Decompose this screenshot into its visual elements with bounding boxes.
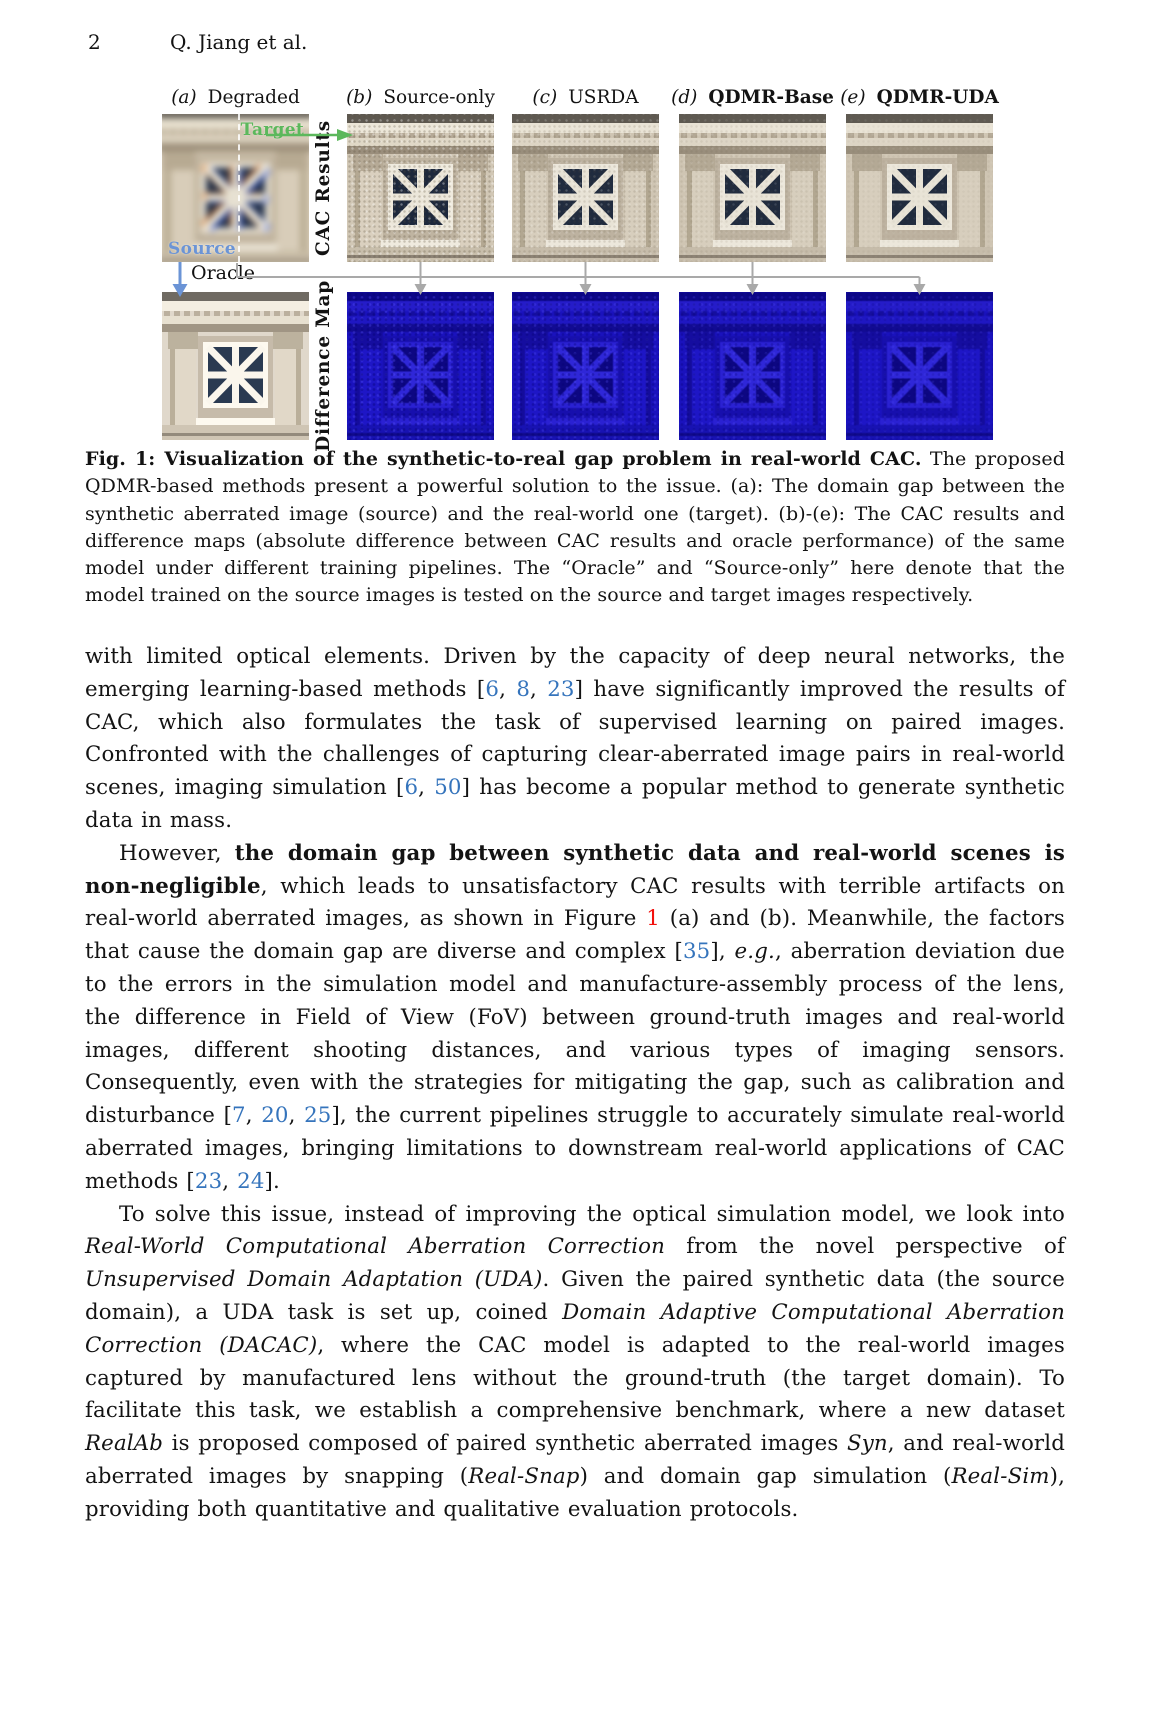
running-head-authors: Q. Jiang et al. (170, 30, 308, 54)
figure-1 (0, 0, 1150, 450)
column-tag: (b) (346, 87, 373, 108)
column-label-usrda (512, 87, 659, 108)
column-tag: (d) (671, 87, 698, 108)
body-text (85, 641, 1065, 1527)
difference-map-source-only (347, 292, 494, 440)
diff-connector-lines (237, 262, 926, 295)
paragraph-2: However, the domain gap between synthetic data and real-world scenes is non-negligible, which leads to unsatisfactory CAC results with terrible artifacts on real-world aberrated images, as shown in Figure 1 (a) and (b). Meanwhile, the factors that cause the domain gap are diverse and complex [35], e.g., aberration deviation due to the errors in the simulation model and manufacture-assembly process of the lens, the difference in Field of View (FoV) between ground-truth images and real-world images, different shooting distances, and various types of imaging sensors. Consequently, even with the strategies for mitigating the gap, such as calibration and disturbance [7, 20, 25], the current pipelines struggle to accurately simulate real-world aberrated images, bringing limitations to downstream real-world applications of CAC methods [23, 24]. (85, 840, 1066, 1194)
oracle-label: Oracle (191, 262, 255, 284)
paragraph-3: To solve this issue, instead of improving the optical simulation model, we look into Real-World Computational Aberration Correction from the novel perspective of Unsupervised Domain Adaptation (UDA). Given the paired synthetic data (the source domain), a UDA task is set up, coined Domain Adaptive Computational Aberration Correction (DACAC), where the CAC model is adapted to the real-world images captured by manufactured lens without the ground-truth (the target domain). To facilitate this task, we establish a comprehensive benchmark, where a new dataset RealAb is proposed composed of paired synthetic aberrated images Syn, and real-world aberrated images by snapping (Real-Snap) and domain gap simulation (Real-Sim), providing both quantitative and qualitative evaluation protocols. (85, 1201, 1066, 1522)
column-label-degraded (162, 87, 309, 108)
column-name: QDMR-UDA (876, 87, 999, 108)
difference-map-usrda (512, 292, 659, 440)
column-label-source-only (347, 87, 494, 108)
target-label: Target (240, 120, 304, 140)
column-tag: (a) (171, 87, 197, 108)
cac-result-qdmr-base (679, 114, 826, 262)
figure-caption: Fig. 1: Visualization of the synthetic-to-real gap problem in real-world CAC. The proposed QDMR-based methods present a powerful solution to the issue. (a): The domain gap between the synthetic aberrated image (source) and the real-world one (target). (b)-(e): The CAC results and difference maps (absolute difference between CAC results and oracle performance) of the same model under different training pipelines. The “Oracle” and “Source-only” here denote that the model trained on the source images is tested on the source and target images respectively. (85, 448, 1065, 607)
difference-map-qdmr-uda (846, 292, 993, 440)
paragraph-1: with limited optical elements. Driven by the capacity of deep neural networks, the emerging learning-based methods [6, 8, 23] have significantly improved the results of CAC, which also formulates the task of supervised learning on paired images. Confronted with the challenges of capturing clear-aberrated image pairs in real-world scenes, imaging simulation [6, 50] has become a popular method to generate synthetic data in mass. (85, 644, 1066, 833)
column-name: Source-only (383, 87, 495, 108)
column-tag: (c) (532, 87, 558, 108)
row-label-difference-map: Difference Map (312, 280, 334, 452)
source-label: Source (168, 239, 236, 259)
degraded-image (162, 114, 309, 262)
row-label-cac-results: CAC Results (312, 119, 334, 257)
column-name: USRDA (568, 87, 639, 108)
column-name: QDMR-Base (708, 87, 834, 108)
column-label-qdmr-base (671, 87, 834, 108)
difference-map-qdmr-base (679, 292, 826, 440)
column-name: Degraded (207, 87, 300, 108)
cac-result-qdmr-uda (846, 114, 993, 262)
oracle-image (162, 292, 309, 440)
page-number: 2 (88, 30, 101, 54)
column-tag: (e) (840, 87, 866, 108)
cac-result-usrda (512, 114, 659, 262)
column-label-qdmr-uda (840, 87, 999, 108)
cac-result-source-only (347, 114, 494, 262)
